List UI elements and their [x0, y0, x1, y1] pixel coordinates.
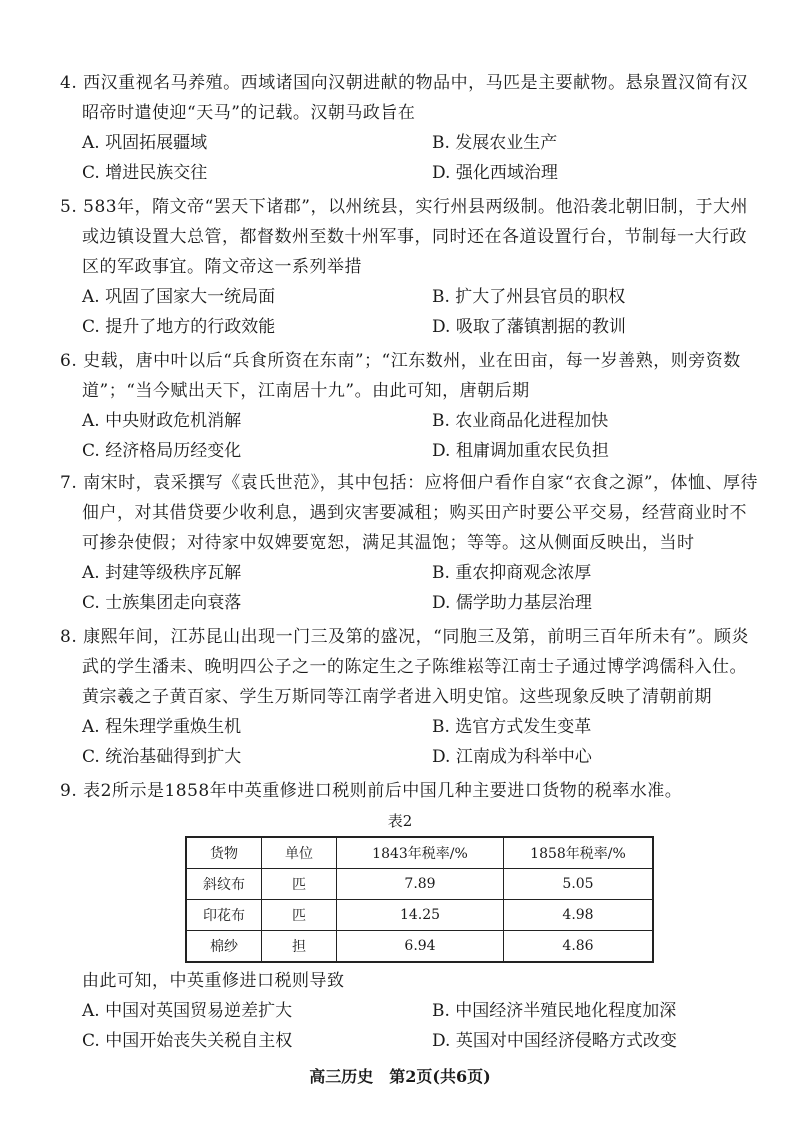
option-a: A. 巩固拓展疆域 — [82, 133, 208, 153]
option-b: B. 中国经济半殖民地化程度加深 — [432, 1001, 677, 1021]
options — [60, 996, 760, 1056]
header-unit: 单位 — [262, 837, 337, 869]
cell-goods: 印花布 — [186, 900, 262, 931]
option-c: C. 统治基础得到扩大 — [82, 747, 242, 767]
table-header-row — [186, 837, 653, 869]
cell-1843: 14.25 — [337, 900, 504, 931]
options — [60, 712, 760, 772]
table-row — [186, 931, 653, 963]
option-a: A. 封建等级秩序瓦解 — [82, 563, 242, 583]
question-stem: 5. 583年，隋文帝“罢天下诸郡”，以州统县，实行州县两级制。他沿袭北朝旧制，于大州或边镇设置大总管，都督数州至数十州军事，同时还在各道设置行台，节制每一大行政区的军政事宜。隋文帝这一系列举措 — [60, 197, 748, 277]
question-4 — [60, 68, 760, 188]
cell-1858: 4.98 — [504, 900, 654, 931]
question-stem: 6. 史载，唐中叶以后“兵食所资在东南”；“江东数州，业在田亩，每一岁善熟，则旁资数道”；“当今赋出天下，江南居十九”。由此可知，唐朝后期 — [60, 351, 741, 401]
options — [60, 282, 760, 342]
question-9 — [60, 776, 760, 806]
question-7 — [60, 468, 760, 618]
option-a: A. 中央财政危机消解 — [82, 411, 242, 431]
options — [60, 558, 760, 618]
cell-goods: 斜纹布 — [186, 869, 262, 900]
page-footer: 高三历史 第2页(共6页) — [309, 1067, 491, 1086]
option-b: B. 农业商品化进程加快 — [432, 411, 609, 431]
option-b: B. 选官方式发生变革 — [432, 717, 592, 737]
question-9-followup — [60, 966, 760, 1056]
question-stem: 4. 西汉重视名马养殖。西域诸国向汉朝进献的物品中，马匹是主要献物。悬泉置汉简有汉昭帝时遣使迎“天马”的记载。汉朝马政旨在 — [60, 73, 749, 123]
question-5 — [60, 192, 760, 342]
cell-goods: 棉纱 — [186, 931, 262, 963]
table-row — [186, 869, 653, 900]
options — [60, 406, 760, 466]
header-1843-rate: 1843年税率/% — [337, 837, 504, 869]
option-c: C. 经济格局历经变化 — [82, 441, 242, 461]
option-c: C. 提升了地方的行政效能 — [82, 317, 276, 337]
option-d: D. 儒学助力基层治理 — [432, 593, 592, 613]
question-6 — [60, 346, 760, 466]
option-a: A. 程朱理学重焕生机 — [82, 717, 242, 737]
cell-unit: 匹 — [262, 869, 337, 900]
option-d: D. 英国对中国经济侵略方式改变 — [432, 1031, 677, 1051]
option-c: C. 增进民族交往 — [82, 163, 208, 183]
cell-unit: 担 — [262, 931, 337, 963]
question-8 — [60, 622, 760, 772]
option-c: C. 士族集团走向衰落 — [82, 593, 242, 613]
option-a: A. 中国对英国贸易逆差扩大 — [82, 1001, 293, 1021]
option-d: D. 强化西域治理 — [432, 163, 558, 183]
table-row — [186, 900, 653, 931]
question-stem: 8. 康熙年间，江苏昆山出现一门三及第的盛况，“同胞三及第，前明三百年所未有”。顾炎武的学生潘耒、晚明四公子之一的陈定生之子陈维崧等江南士子通过博学鸿儒科入仕。黄宗羲之子黄百家、学生万斯同等江南学者进入明史馆。这些现象反映了清朝前期 — [60, 627, 750, 707]
option-d: D. 租庸调加重农民负担 — [432, 441, 609, 461]
question-stem: 7. 南宋时，袁采撰写《袁氏世范》，其中包括：应将佃户看作自家“衣食之源”，体恤、厚待佃户，对其借贷要少收利息，遇到灾害要减租；购买田产时要公平交易，经营商业时不可掺杂使假；对待家中奴婢要宽恕，满足其温饱；等等。这从侧面反映出，当时 — [60, 473, 759, 553]
options — [60, 128, 760, 188]
question-stem: 由此可知，中英重修进口税则导致 — [82, 971, 345, 991]
table-caption: 表2 — [387, 812, 413, 830]
header-1858-rate: 1858年税率/% — [504, 837, 654, 869]
cell-unit: 匹 — [262, 900, 337, 931]
option-b: B. 发展农业生产 — [432, 133, 558, 153]
option-d: D. 江南成为科举中心 — [432, 747, 592, 767]
option-b: B. 扩大了州县官员的职权 — [432, 287, 626, 307]
header-goods: 货物 — [186, 837, 262, 869]
cell-1843: 7.89 — [337, 869, 504, 900]
cell-1858: 5.05 — [504, 869, 654, 900]
question-stem: 9. 表2所示是1858年中英重修进口税则前后中国几种主要进口货物的税率水准。 — [60, 781, 683, 801]
option-b: B. 重农抑商观念浓厚 — [432, 563, 592, 583]
option-a: A. 巩固了国家大一统局面 — [82, 287, 276, 307]
option-d: D. 吸取了藩镇割据的教训 — [432, 317, 626, 337]
cell-1858: 4.86 — [504, 931, 654, 963]
tax-rate-table — [185, 836, 654, 963]
cell-1843: 6.94 — [337, 931, 504, 963]
option-c: C. 中国开始丧失关税自主权 — [82, 1031, 293, 1051]
